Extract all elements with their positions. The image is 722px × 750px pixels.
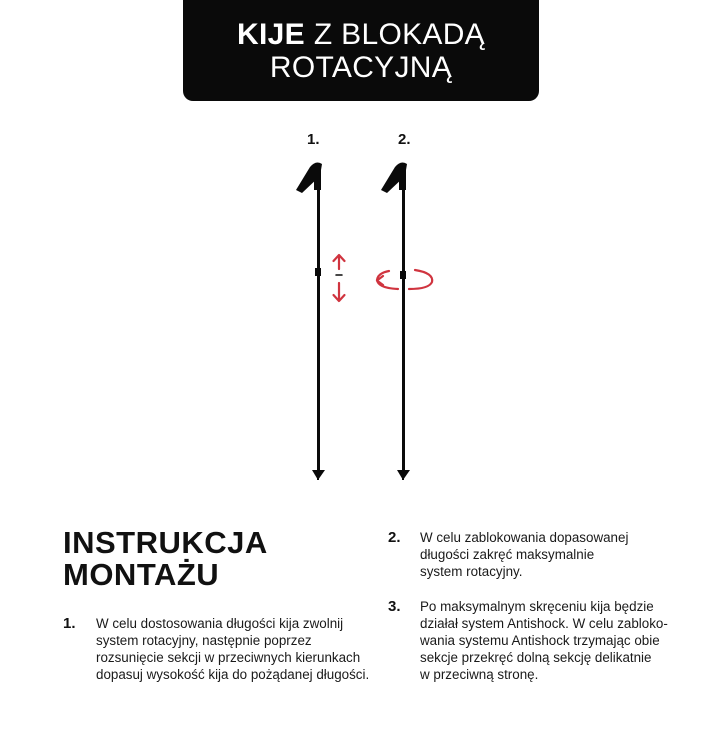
title-banner bbox=[183, 0, 539, 101]
title-line-1 bbox=[237, 18, 485, 51]
pole-illustration bbox=[0, 120, 722, 490]
trekking-pole-1 bbox=[296, 163, 325, 480]
instructions-heading bbox=[63, 527, 268, 591]
instruction-2-number: 2. bbox=[388, 529, 401, 546]
heading-line-1: INSTRUKCJA bbox=[63, 525, 268, 560]
title-rest: Z BLOKADĄ bbox=[313, 17, 485, 51]
instruction-2-text: W celu zablokowania dopasowanej długości zakręć maksymalnie system rotacyjny. bbox=[420, 530, 629, 579]
trekking-pole-2 bbox=[381, 163, 410, 480]
instruction-3-text: Po maksymalnym skręceniu kija będzie działał system Antishock. W celu zabloko- wania systemu Antishock trzymając obie sekcje przekręć dolną sekcję delikatnie w przeciwną stronę. bbox=[420, 599, 668, 682]
step-label-1: 1. bbox=[307, 131, 320, 148]
title-line-2: ROTACYJNĄ bbox=[269, 50, 453, 84]
instruction-3-number: 3. bbox=[388, 598, 401, 615]
instruction-1-text: W celu dostosowania długości kija zwolnij system rotacyjny, następnie poprzez rozsunięcie sekcji w przeciwnych kierunkach dopasuj wysokość kija do pożądanej długości. bbox=[96, 616, 370, 682]
instruction-1-number: 1. bbox=[63, 615, 76, 632]
extend-arrows-icon bbox=[334, 255, 345, 301]
heading-line-2: MONTAŻU bbox=[63, 557, 220, 592]
title-bold: KIJE bbox=[237, 17, 305, 51]
step-label-2: 2. bbox=[398, 131, 411, 148]
